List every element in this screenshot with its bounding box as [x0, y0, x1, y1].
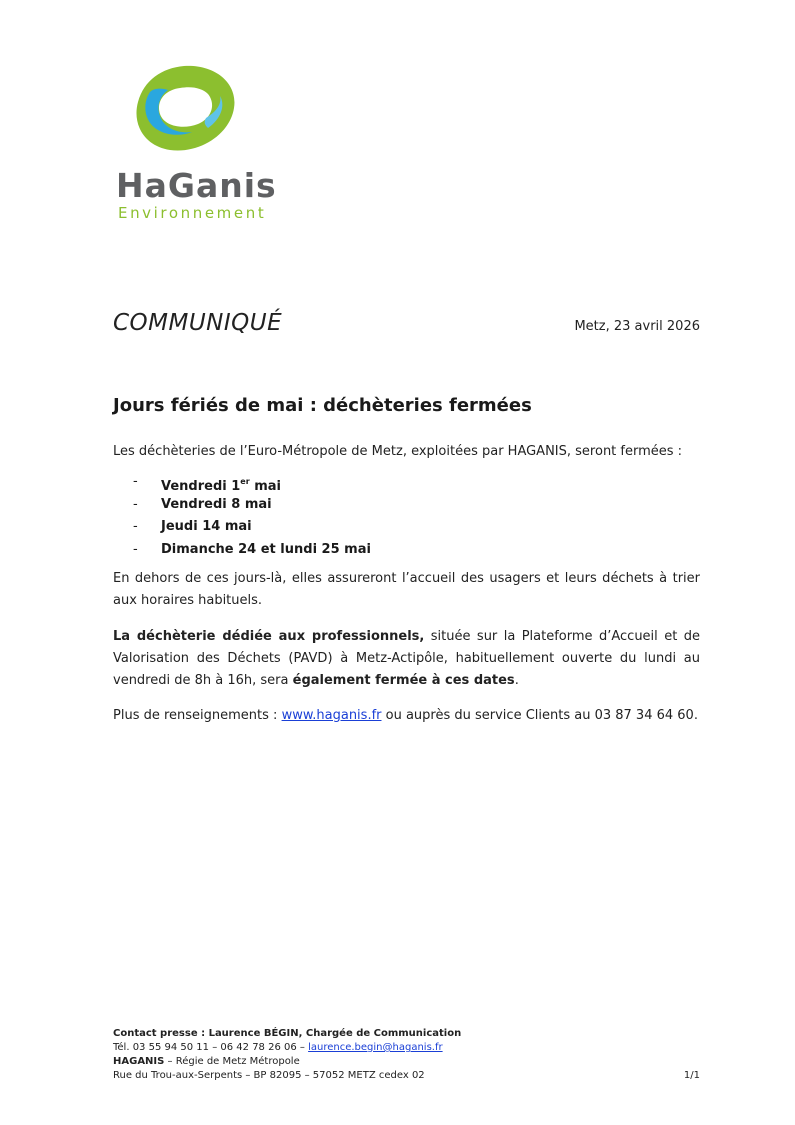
- document-kicker: COMMUNIQUÉ: [113, 310, 283, 336]
- press-contact-line: Contact presse : Laurence BÉGIN, Chargée de Communication: [113, 1028, 462, 1039]
- organization-line: HAGANIS – Régie de Metz Métropole: [113, 1056, 300, 1067]
- logo-wordmark: HaGanis: [116, 166, 277, 205]
- list-dash: -: [133, 496, 138, 512]
- closure-date: Jeudi 14 mai: [161, 519, 252, 534]
- address-line: Rue du Trou-aux-Serpents – BP 82095 – 57052 METZ cedex 02 1/1: [113, 1070, 700, 1081]
- list-dash: -: [133, 474, 138, 489]
- page-number: 1/1: [683, 1070, 700, 1081]
- document-date: Metz, 23 avril 2026: [574, 319, 700, 334]
- press-contact-footer: [113, 1027, 700, 1083]
- closure-date: Vendredi 1er mai: [161, 477, 281, 494]
- info-paragraph: Plus de renseignements : www.haganis.fr ou auprès du service Clients au 03 87 34 64 60.: [113, 708, 698, 723]
- hours-paragraph: En dehors de ces jours-là, elles assureront l’accueil des usagers et leurs déchets à trier aux horaires habituels.: [113, 571, 700, 608]
- professional-paragraph: La déchèterie dédiée aux professionnels, située sur la Plateforme d’Accueil et de Valorisation des Déchets (PAVD) à Metz-Actipôle, habituellement ouverte du lundi au vendredi de 8h à 16h, sera également fermée à ces dates.: [113, 629, 700, 688]
- haganis-emblem-icon: [130, 62, 238, 162]
- closure-date: Vendredi 8 mai: [161, 496, 272, 512]
- website-link[interactable]: www.haganis.fr: [281, 708, 382, 723]
- logo-subtitle: Environnement: [118, 204, 267, 222]
- email-link[interactable]: laurence.begin@haganis.fr: [308, 1042, 443, 1053]
- intro-paragraph: Les déchèteries de l’Euro-Métropole de Metz, exploitées par HAGANIS, seront fermées :: [113, 444, 683, 459]
- haganis-logo: [112, 62, 277, 222]
- document-title: Jours fériés de mai : déchèteries fermées: [113, 395, 532, 416]
- phone-line: Tél. 03 55 94 50 11 – 06 42 78 26 06 – laurence.begin@haganis.fr: [113, 1042, 443, 1053]
- list-dash: -: [133, 519, 138, 534]
- list-dash: -: [133, 541, 138, 557]
- closure-date: Dimanche 24 et lundi 25 mai: [161, 541, 371, 557]
